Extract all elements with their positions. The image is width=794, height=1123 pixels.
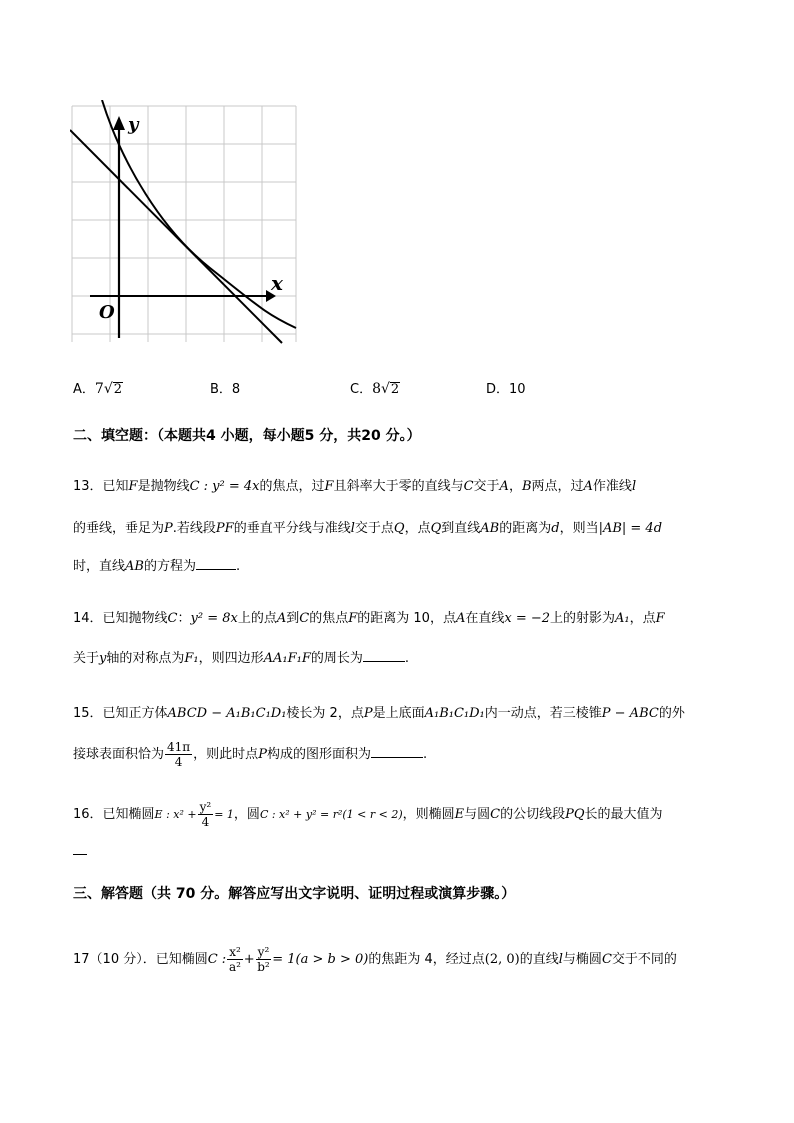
- text-segment: E: [454, 807, 465, 822]
- text-segment: 4: [174, 755, 183, 769]
- text-segment: A₁: [615, 611, 630, 626]
- y-axis-arrow: [113, 116, 125, 130]
- text-segment: 的焦距为 4，经过点: [368, 952, 485, 967]
- text-segment: 的方程为: [143, 559, 196, 574]
- text-segment: 17（10 分）．已知椭圆: [73, 952, 208, 967]
- text-segment: ，则当: [559, 521, 599, 536]
- text-segment: A．: [73, 382, 95, 397]
- q17-line-1: [73, 945, 677, 974]
- q13-line-1: [73, 477, 636, 497]
- text-segment: A: [276, 611, 287, 626]
- text-segment: C: [463, 479, 474, 494]
- q15-line-1: [73, 704, 685, 724]
- text-segment: |AB| = 4d: [598, 521, 663, 536]
- section-2-heading: 二、填空题：（本题共4 小题，每小题5 分，共20 分。）: [73, 428, 421, 444]
- text-segment: ABCD − A₁B₁C₁D₁: [167, 706, 287, 721]
- y-axis-label: y: [128, 114, 139, 135]
- text-segment: AA₁F₁F: [263, 651, 311, 666]
- text-segment: = 1: [214, 808, 234, 821]
- text-segment: .: [404, 651, 410, 666]
- text-segment: 4: [201, 815, 210, 829]
- text-segment: A: [499, 479, 509, 494]
- text-segment: 15．已知正方体: [73, 706, 168, 721]
- text-segment: P − ABC: [601, 706, 659, 721]
- text-segment: .: [422, 747, 428, 762]
- text-segment: E : x² +: [154, 808, 197, 821]
- text-segment: A: [455, 611, 466, 626]
- sqrt-icon: √: [103, 381, 113, 397]
- option-b: [210, 378, 240, 397]
- text-segment: 时，直线: [73, 559, 126, 574]
- text-segment: 构成的图形面积为: [266, 747, 371, 762]
- text-segment: PF: [215, 521, 234, 536]
- text-segment: F: [348, 611, 358, 626]
- q16-line-1: [73, 800, 663, 829]
- text-segment: AB: [480, 521, 500, 536]
- answer-blank[interactable]: [371, 745, 423, 758]
- text-segment: x = −2: [504, 611, 551, 626]
- text-segment: 的垂直平分线与准线: [233, 521, 351, 536]
- text-segment: ，则此时点: [193, 747, 259, 762]
- q15-line-2: [73, 740, 427, 769]
- text-segment: F: [324, 479, 334, 494]
- fraction: [227, 945, 243, 974]
- option-d: [486, 378, 526, 397]
- section-3-heading: 三、解答题（共 70 分。解答应写出文字说明、证明过程或演算步骤。）: [73, 886, 516, 902]
- text-segment: A: [583, 479, 593, 494]
- text-segment: 长的最大值为: [584, 807, 663, 822]
- text-segment: A₁B₁C₁D₁: [424, 706, 485, 721]
- text-segment: y² = 8x: [190, 611, 238, 626]
- function-graph: [70, 100, 298, 345]
- text-segment: F: [655, 611, 665, 626]
- text-segment: C．: [350, 382, 373, 397]
- text-segment: D．10: [486, 382, 526, 397]
- text-segment: C: [490, 807, 501, 822]
- text-segment: C : x² + y² = r²(1 < r < 2): [259, 808, 403, 821]
- text-segment: Q: [430, 521, 442, 536]
- text-segment: P: [363, 706, 373, 721]
- text-segment: 的垂线，垂足为: [73, 521, 165, 536]
- q16-line-2: [73, 842, 87, 862]
- q14-line-2: [73, 649, 409, 669]
- text-segment: P: [258, 747, 267, 762]
- text-segment: ：: [177, 611, 191, 626]
- text-segment: C: [299, 611, 310, 626]
- text-segment: b²: [257, 960, 270, 974]
- text-segment: 交于点: [354, 521, 394, 536]
- fraction: [165, 740, 192, 769]
- q14-line-1: [73, 609, 665, 629]
- text-segment: C: [167, 611, 178, 626]
- text-segment: .: [235, 559, 241, 574]
- text-segment: ，圆: [233, 807, 260, 822]
- text-segment: l: [558, 952, 563, 967]
- text-segment: 内一动点，若三棱锥: [484, 706, 602, 721]
- q13-line-3: [73, 557, 240, 577]
- text-segment: 41π: [167, 740, 191, 754]
- text-segment: 与圆: [464, 807, 491, 822]
- text-segment: 的焦点，过: [259, 479, 325, 494]
- text-segment: 7: [94, 381, 104, 397]
- text-segment: (2, 0): [484, 952, 520, 967]
- text-segment: 的直线: [519, 952, 559, 967]
- text-segment: Q: [393, 521, 405, 536]
- text-segment: l: [350, 521, 355, 536]
- text-segment: ，则四边形: [198, 651, 264, 666]
- text-segment: 16．已知椭圆: [73, 807, 155, 822]
- text-segment: 的焦点: [309, 611, 349, 626]
- text-segment: C :: [207, 952, 227, 967]
- text-segment: 14．已知抛物线: [73, 611, 168, 626]
- option-a: [73, 378, 123, 397]
- origin-label: O: [99, 302, 115, 323]
- text-segment: AB: [125, 559, 144, 574]
- text-segment: y: [99, 651, 107, 666]
- text-segment: ，点: [404, 521, 431, 536]
- sqrt-icon: √: [381, 381, 390, 397]
- text-segment: 8: [372, 381, 381, 397]
- text-segment: 两点，过: [531, 479, 584, 494]
- x-axis-label: x: [271, 271, 283, 295]
- text-segment: l: [631, 479, 637, 494]
- text-segment: x²: [229, 945, 241, 959]
- text-segment: 13．已知: [73, 479, 129, 494]
- text-segment: 的距离为: [499, 521, 552, 536]
- text-segment: 的外: [658, 706, 685, 721]
- text-segment: 是抛物线: [137, 479, 190, 494]
- text-segment: 轴的对称点为: [106, 651, 185, 666]
- text-segment: y²: [257, 945, 270, 959]
- text-segment: ，: [508, 479, 522, 494]
- text-segment: 棱长为 2，点: [286, 706, 364, 721]
- math-symbol: +: [243, 952, 255, 967]
- text-segment: C : y² = 4x: [189, 479, 260, 494]
- text-segment: 上的射影为: [550, 611, 616, 626]
- text-segment: ，点: [629, 611, 656, 626]
- text-segment: P: [164, 521, 173, 536]
- text-segment: .若线段: [172, 521, 216, 536]
- text-segment: 关于: [73, 651, 100, 666]
- text-segment: a²: [228, 960, 241, 974]
- text-segment: 在直线: [465, 611, 505, 626]
- text-segment: 交于不同的: [611, 952, 677, 967]
- text-segment: 上的点: [237, 611, 277, 626]
- text-segment: = 1(a > b > 0): [272, 952, 369, 967]
- text-segment: 到直线: [441, 521, 481, 536]
- option-c: [350, 378, 400, 397]
- text-segment: 且斜率大于零的直线与: [333, 479, 464, 494]
- text-segment: 2: [390, 382, 400, 397]
- text-segment: C: [601, 952, 612, 967]
- text-segment: 是上底面: [372, 706, 425, 721]
- text-segment: B．8: [210, 382, 241, 397]
- answer-blank[interactable]: [363, 649, 405, 662]
- text-segment: 与椭圆: [562, 952, 602, 967]
- text-segment: 的距离为 10，点: [357, 611, 456, 626]
- text-segment: 接球表面积恰为: [73, 747, 165, 762]
- text-segment: y²: [199, 800, 212, 814]
- text-segment: ，则椭圆: [402, 807, 455, 822]
- text-segment: PQ: [565, 807, 585, 822]
- text-segment: B: [521, 479, 532, 494]
- text-segment: 到: [286, 611, 300, 626]
- answer-blank[interactable]: [196, 557, 236, 570]
- text-segment: F: [128, 479, 138, 494]
- text-segment: 的周长为: [310, 651, 363, 666]
- fraction: [198, 800, 214, 829]
- text-segment: 交于: [473, 479, 500, 494]
- text-segment: 2: [113, 382, 123, 397]
- text-segment: F₁: [184, 651, 199, 666]
- q13-line-2: [73, 519, 662, 539]
- fraction: [256, 945, 272, 974]
- text-segment: d: [551, 521, 560, 536]
- text-segment: 的公切线段: [500, 807, 566, 822]
- text-segment: 作准线: [592, 479, 632, 494]
- answer-blank[interactable]: [73, 842, 87, 855]
